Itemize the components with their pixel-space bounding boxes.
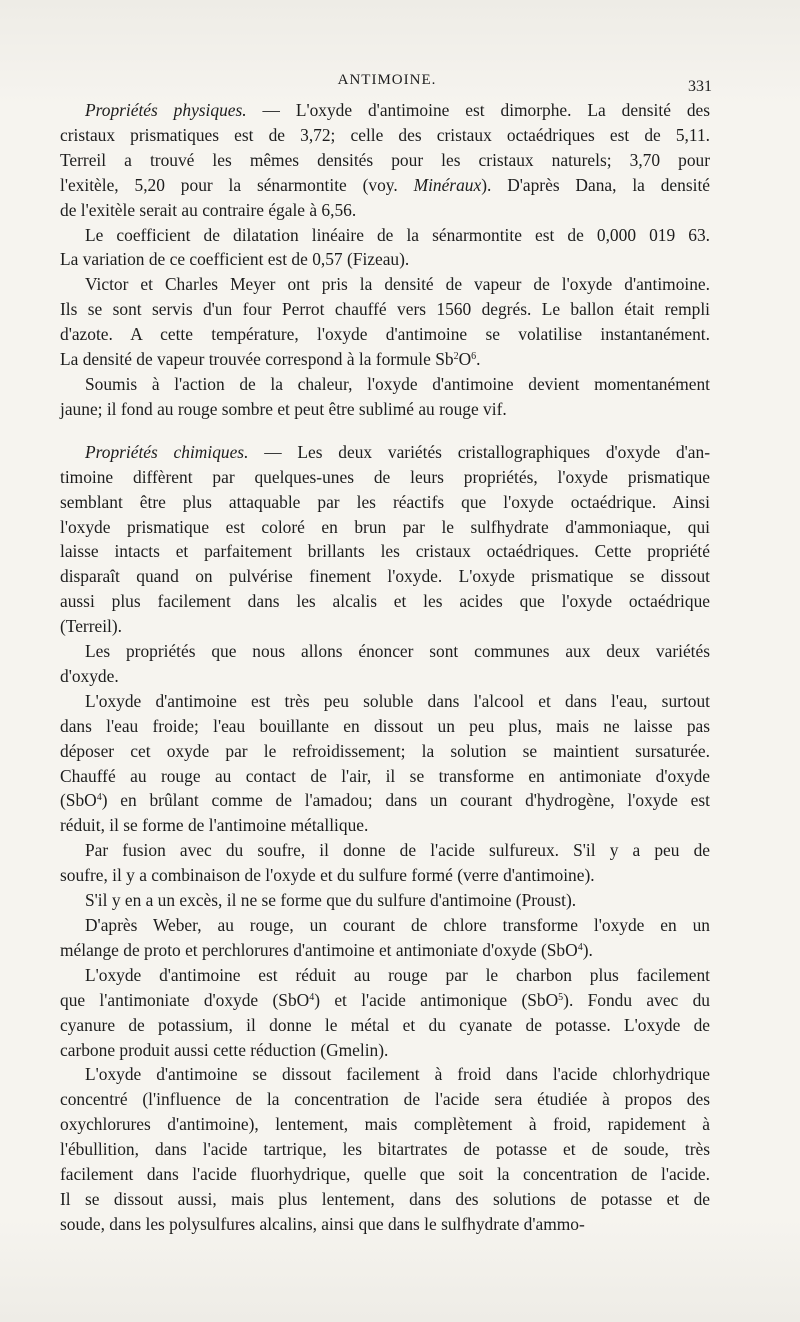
text-line (60, 440, 710, 465)
text-line (60, 664, 710, 689)
text-line (60, 963, 710, 988)
text-run: Terreil a trouvé les mêmes densités pour les cristaux naturels; 3,70 pour (60, 149, 710, 170)
superscript: 4 (577, 941, 583, 953)
text-line (60, 1137, 710, 1162)
text-run: l'oxyde prismatique est coloré en brun par le sulfhydrate d'ammoniaque, qui (60, 516, 710, 537)
text-line (60, 813, 710, 838)
section-gap (60, 422, 710, 440)
text-run: soude, dans les polysulfures alcalins, ainsi que dans le sulfhydrate d'ammo- (60, 1213, 585, 1234)
text-line (60, 372, 710, 397)
text-line (60, 148, 710, 173)
text-run: l'ébullition, dans l'acide tartrique, les bitartrates de potasse et de soude, très (60, 1139, 710, 1160)
paragraph (60, 888, 710, 913)
paragraph (60, 963, 710, 1063)
text-line (60, 913, 710, 938)
paragraph (60, 440, 710, 639)
text-run: Par fusion avec du soufre, il donne de l'acide sulfureux. S'il y a peu de (85, 840, 710, 861)
text-line (60, 198, 710, 223)
text-run: d'azote. A cette température, l'oxyde d'antimoine se volatilise instantanément. (60, 324, 710, 345)
text-line (60, 1062, 710, 1087)
text-run: Victor et Charles Meyer ont pris la densité de vapeur de l'oxyde d'antimoine. (85, 274, 710, 295)
text-line (60, 938, 710, 963)
text-run: S'il y en a un excès, il ne se forme que du sulfure d'antimoine (Proust). (85, 890, 577, 911)
text-run: (SbO (60, 790, 97, 811)
text-run: ) et l'acide antimonique (SbO (314, 989, 559, 1010)
text-line (60, 490, 710, 515)
text-line (60, 1112, 710, 1137)
text-line (60, 347, 710, 372)
text-run: Soumis à l'action de la chaleur, l'oxyde d'antimoine devient momentanément (85, 373, 710, 394)
page-body (60, 98, 710, 1237)
superscript: 4 (96, 792, 102, 804)
text-run: déposer cet oxyde par le refroidissement; la solution se maintient sursaturée. (60, 740, 710, 761)
text-run: ). Fondu avec du (563, 989, 710, 1010)
paragraph (60, 838, 710, 888)
text-line (60, 1087, 710, 1112)
text-line (60, 1038, 710, 1063)
text-run: facilement dans l'acide fluorhydrique, quelle que soit la concentration de l'acide. (60, 1164, 710, 1185)
text-run: timoine diffèrent par quelques-unes de leurs propriétés, l'oxyde prismatique (60, 466, 710, 487)
text-line (60, 739, 710, 764)
text-line (60, 539, 710, 564)
text-run: — L'oxyde d'antimoine est dimorphe. La densité des (246, 100, 710, 120)
text-run: concentré (l'influence de la concentration de l'acide sera étudiée à propos des (60, 1089, 710, 1110)
text-run: cyanure de potassium, il donne le métal et du cyanate de potasse. L'oxyde de (60, 1014, 710, 1035)
text-line (60, 863, 710, 888)
paragraph (60, 689, 710, 838)
text-run: La densité de vapeur trouvée correspond à la formule Sb (60, 349, 454, 370)
text-run: jaune; il fond au rouge sombre et peut être sublimé au rouge vif. (60, 398, 507, 419)
text-line (60, 764, 710, 789)
page-header (62, 72, 712, 98)
text-line (60, 1013, 710, 1038)
text-line (60, 589, 710, 614)
text-run: (Terreil). (60, 616, 123, 637)
text-run: réduit, il se forme de l'antimoine métallique. (60, 815, 369, 836)
text-run: semblant être plus attaquable par les réactifs que l'oxyde octaédrique. Ainsi (60, 491, 710, 512)
section-heading: Propriétés chimiques. (85, 441, 249, 462)
text-run: dans l'eau froide; l'eau bouillante en dissout un peu plus, mais ne laisse pas (60, 715, 710, 736)
text-line (60, 247, 710, 272)
text-run: ). (582, 939, 593, 960)
text-run: — Les deux variétés cristallographiques d'oxyde d'an- (248, 441, 710, 462)
text-line (60, 123, 710, 148)
text-line (60, 788, 710, 813)
paragraph (60, 913, 710, 963)
text-line (60, 465, 710, 490)
text-run: Minéraux (413, 174, 482, 195)
text-line (60, 714, 710, 739)
text-run: Ils se sont servis d'un four Perrot chauffé vers 1560 degrés. Le ballon était rempli (60, 299, 710, 320)
text-run: . (476, 349, 481, 370)
text-run: oxychlorures d'antimoine), lentement, mais complètement à froid, rapidement à (60, 1114, 710, 1135)
text-run: L'oxyde d'antimoine est réduit au rouge par le charbon plus facilement (85, 964, 710, 985)
text-line (60, 322, 710, 347)
text-run: ). D'après Dana, la densité (481, 174, 710, 195)
text-run: d'oxyde. (60, 665, 119, 686)
superscript: 4 (309, 991, 315, 1003)
text-line (60, 1187, 710, 1212)
text-line (60, 689, 710, 714)
paragraph (60, 223, 710, 273)
text-line (60, 98, 710, 123)
text-run: D'après Weber, au rouge, un courant de chlore transforme l'oxyde en un (85, 915, 710, 935)
paragraph (60, 372, 710, 422)
text-run: Le coefficient de dilatation linéaire de la sénarmontite est de 0,000 019 63. (85, 224, 710, 245)
text-run: soufre, il y a combinaison de l'oxyde et du sulfure formé (verre d'antimoine). (60, 865, 595, 886)
text-run: O (458, 349, 472, 370)
text-line (60, 515, 710, 540)
text-run: mélange de proto et perchlorures d'antimoine et antimoniate d'oxyde (SbO (60, 939, 578, 960)
text-line (60, 173, 710, 198)
page-number: 331 (688, 78, 712, 95)
text-line (60, 988, 710, 1013)
text-line (60, 297, 710, 322)
text-line (60, 564, 710, 589)
text-run: carbone produit aussi cette réduction (Gmelin). (60, 1039, 389, 1060)
paragraph (60, 1062, 710, 1236)
running-title: ANTIMOINE. (337, 72, 437, 88)
text-run: de l'exitèle serait au contraire égale à 6,56. (60, 199, 357, 220)
text-run: Chauffé au rouge au contact de l'air, il se transforme en antimoniate d'oxyde (60, 765, 710, 786)
text-line (60, 888, 710, 913)
text-run: Il se dissout aussi, mais plus lentement, dans des solutions de potasse et de (60, 1188, 710, 1209)
paragraph (60, 639, 710, 689)
text-run: que l'antimoniate d'oxyde (SbO (60, 989, 310, 1010)
superscript: 6 (471, 351, 477, 363)
text-run: l'exitèle, 5,20 pour la sénarmontite (voy. (60, 174, 414, 195)
paragraph (60, 98, 710, 223)
paragraph (60, 272, 710, 372)
text-run: cristaux prismatiques est de 3,72; celle des cristaux octaédriques est de 5,11. (60, 124, 710, 145)
text-run: ) en brûlant comme de l'amadou; dans un courant d'hydrogène, l'oxyde est (101, 790, 710, 811)
text-line (60, 1162, 710, 1187)
text-line (60, 639, 710, 664)
text-line (60, 272, 710, 297)
text-line (60, 838, 710, 863)
text-run: disparaît quand on pulvérise finement l'oxyde. L'oxyde prismatique se dissout (60, 566, 710, 587)
text-run: L'oxyde d'antimoine est très peu soluble dans l'alcool et dans l'eau, surtout (85, 690, 710, 711)
text-run: aussi plus facilement dans les alcalis et les acides que l'oxyde octaédrique (60, 591, 710, 612)
superscript: 5 (558, 991, 564, 1003)
text-line (60, 397, 710, 422)
text-run: L'oxyde d'antimoine se dissout facilement à froid dans l'acide chlorhydrique (85, 1064, 710, 1085)
text-line (60, 1212, 710, 1237)
superscript: 2 (453, 351, 459, 363)
text-run: Les propriétés que nous allons énoncer sont communes aux deux variétés (85, 641, 710, 662)
section-heading: Propriétés physiques. (85, 100, 247, 120)
text-line (60, 223, 710, 248)
text-line (60, 614, 710, 639)
text-run: laisse intacts et parfaitement brillants les cristaux octaédriques. Cette propriété (60, 541, 710, 562)
text-run: La variation de ce coefficient est de 0,57 (Fizeau). (60, 249, 410, 270)
